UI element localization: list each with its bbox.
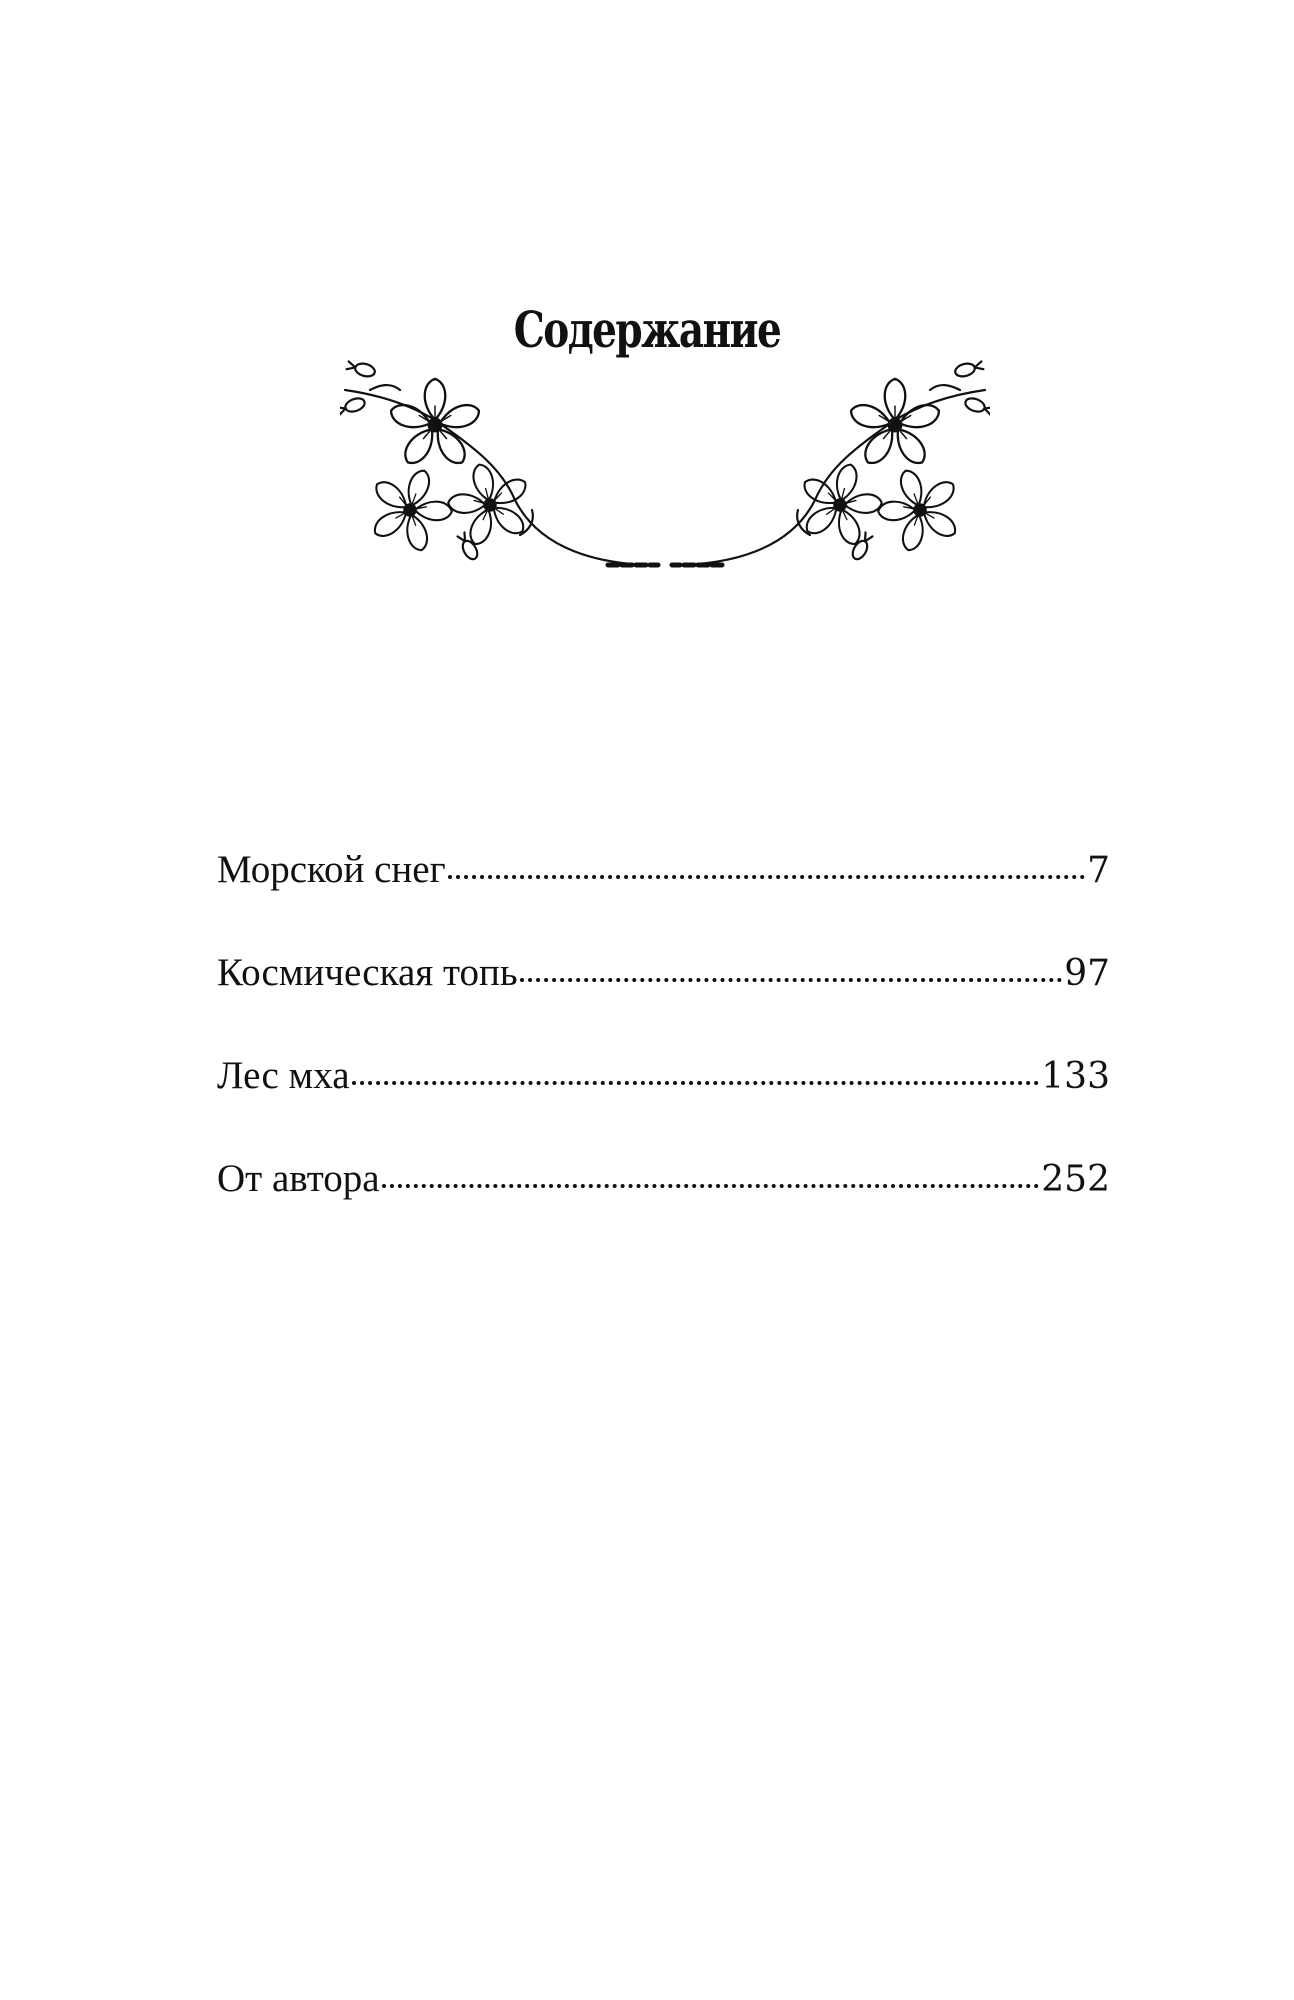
toc-entry-page: 252 bbox=[1041, 1159, 1110, 1200]
toc-entry-page: 97 bbox=[1064, 953, 1110, 994]
toc-entry[interactable] bbox=[217, 1056, 1110, 1159]
toc-entry-page: 7 bbox=[1087, 850, 1110, 891]
cherry-blossom-branches-icon bbox=[340, 350, 990, 590]
toc-entry-title: Лес мха bbox=[217, 1054, 350, 1097]
table-of-contents bbox=[217, 850, 1110, 1262]
toc-entry-page: 133 bbox=[1041, 1056, 1110, 1097]
toc-entry-title: Морской снег bbox=[217, 848, 446, 891]
dot-leader bbox=[448, 875, 1086, 879]
toc-entry-title: От автора bbox=[217, 1157, 380, 1200]
toc-entry[interactable] bbox=[217, 850, 1110, 953]
toc-entry-title: Космическая топь bbox=[217, 951, 518, 994]
page-title: Содержание bbox=[513, 300, 781, 359]
dot-leader bbox=[520, 978, 1063, 982]
dot-leader bbox=[352, 1081, 1040, 1085]
toc-entry[interactable] bbox=[217, 1159, 1110, 1262]
dot-leader bbox=[382, 1184, 1040, 1188]
toc-entry[interactable] bbox=[217, 953, 1110, 1056]
